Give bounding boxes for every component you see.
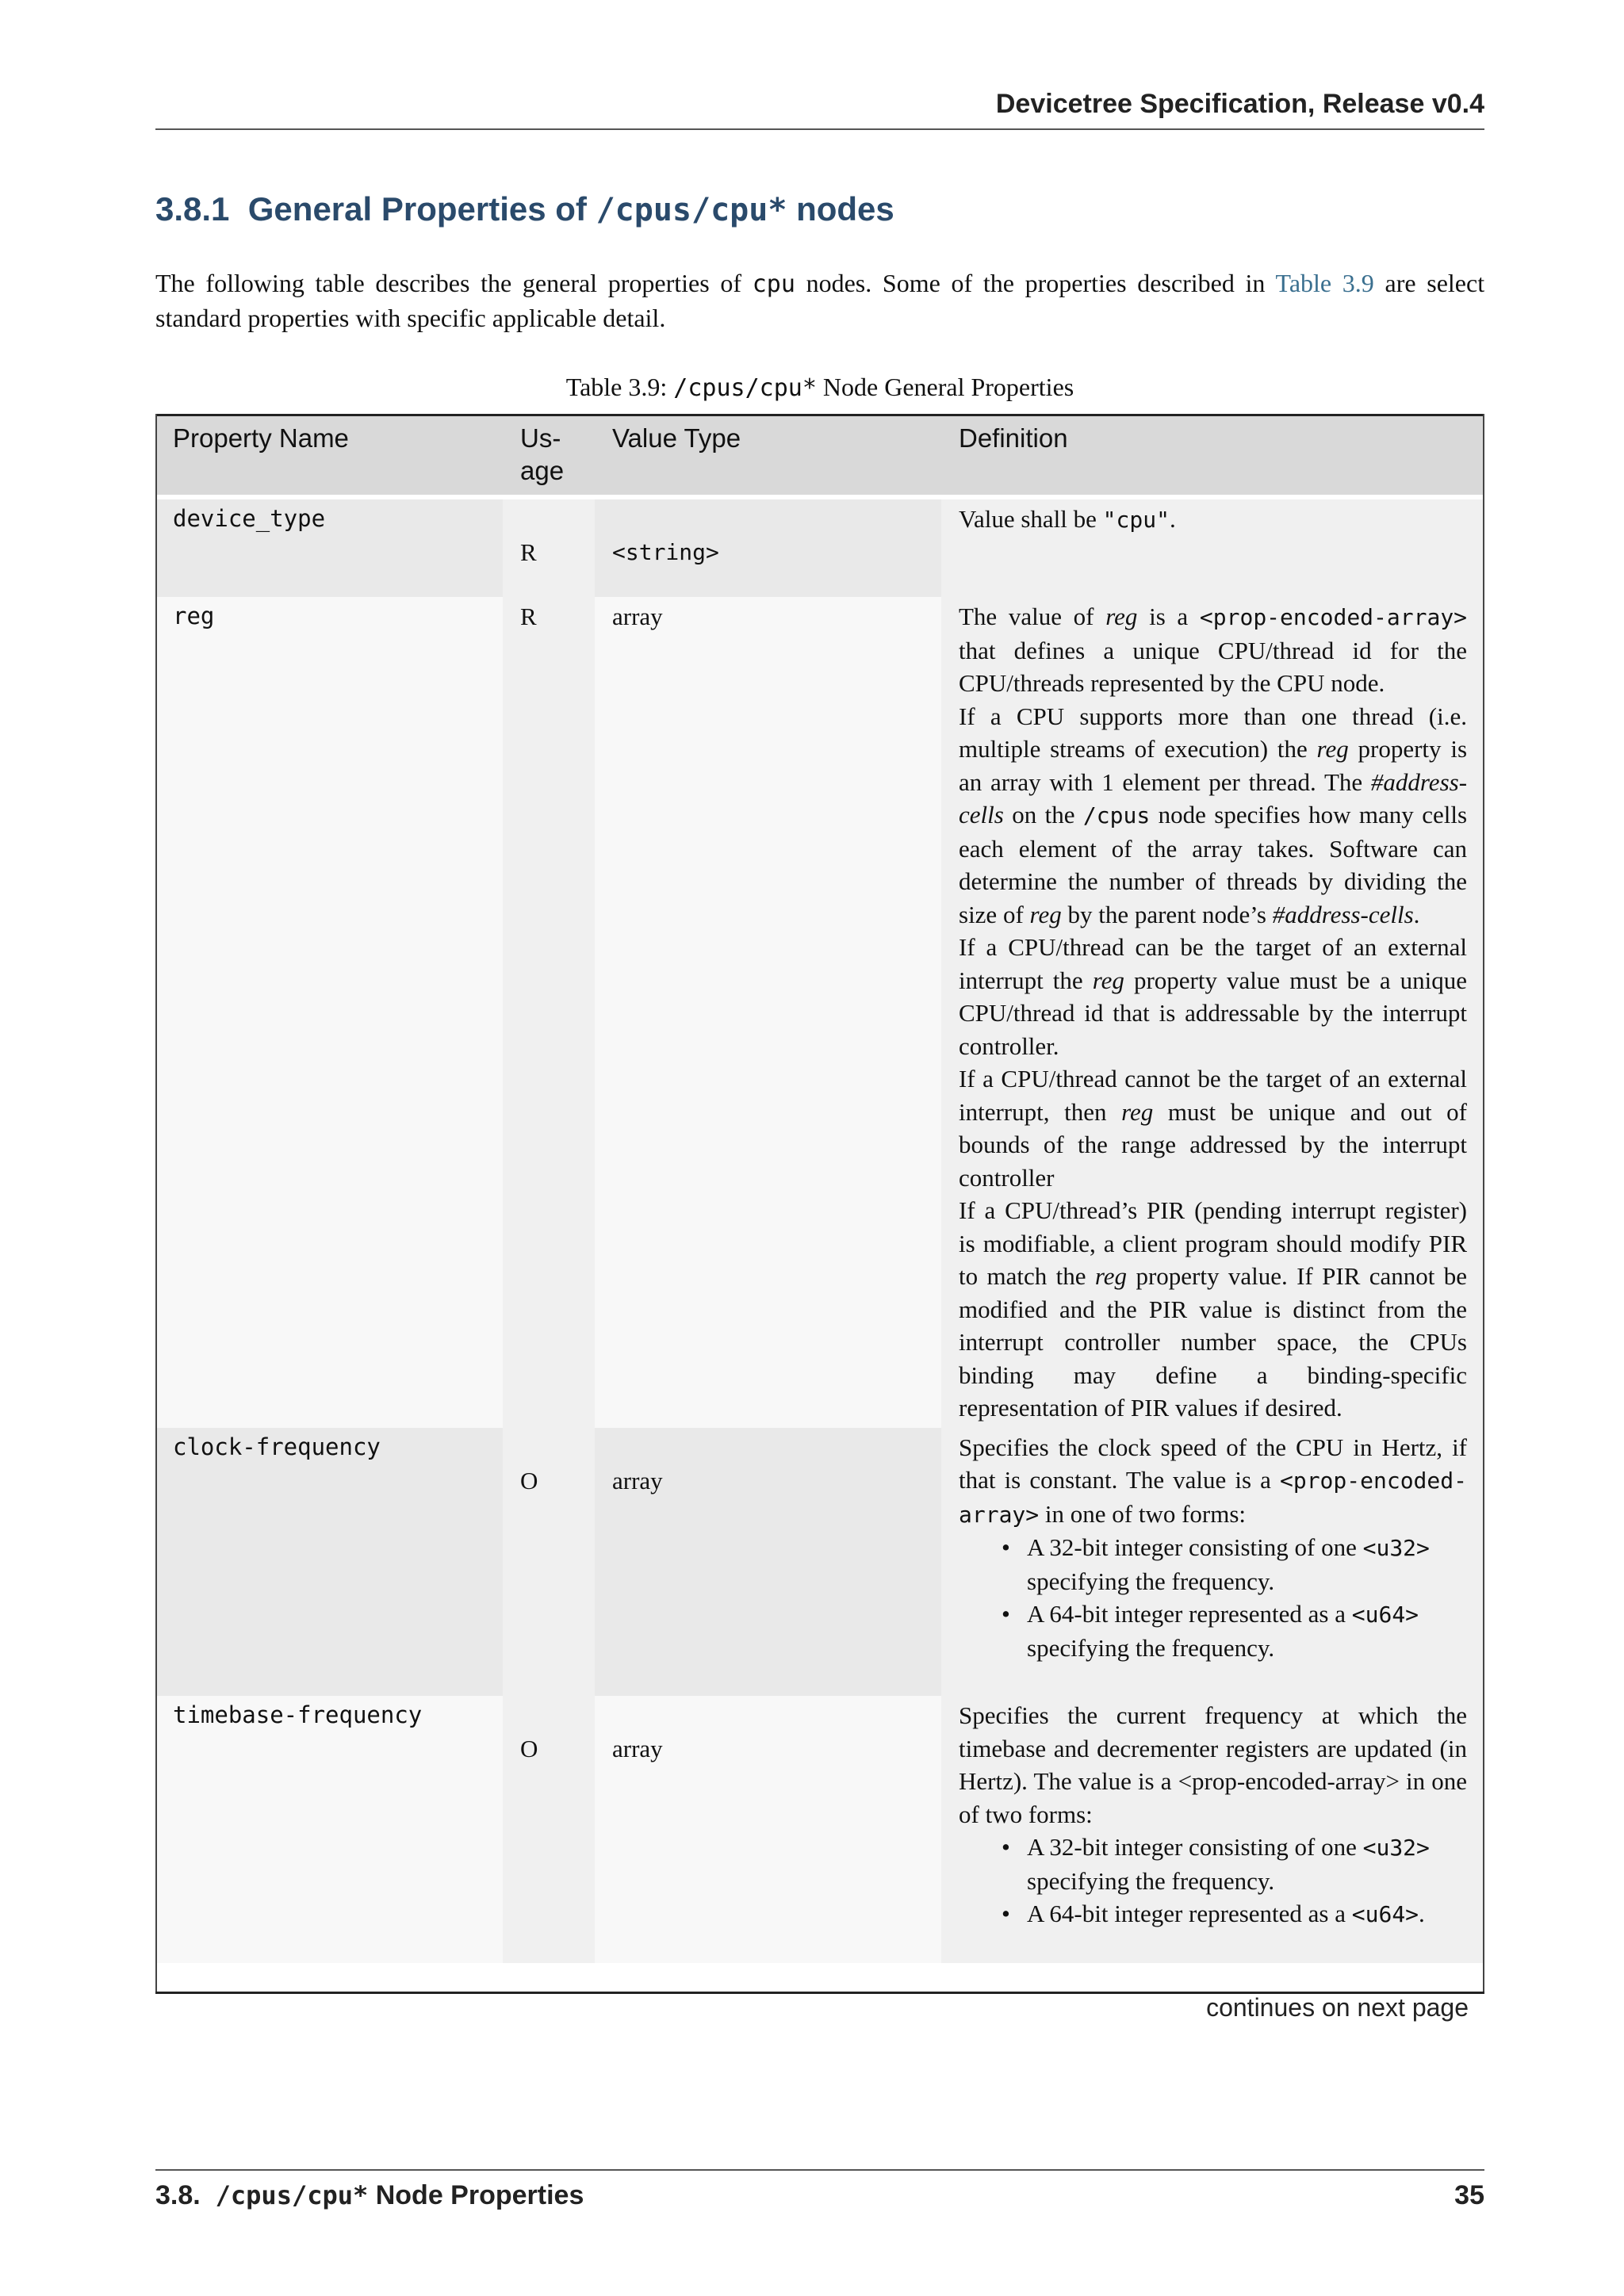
definition-paragraph: If a CPU/thread’s PIR (pending interrupt register) is modifiable, a client program should modify PIR to match the reg property value. If PIR cannot be modified and the PIR value is distinct from the interrupt controller number space, the CPUs binding may define a binding-specific representation of PIR values if desired. xyxy=(959,1196,1468,1422)
table-header-row xyxy=(155,414,1484,497)
definition xyxy=(941,597,1484,1428)
definition-bullets xyxy=(959,1531,1467,1664)
definition-paragraph: Specifies the current frequency at which the timebase and decrementer registers are updated (in Hertz). The value is a <prop-encoded-array> in one of two forms: xyxy=(959,1701,1467,1828)
bullet-item: • A 64-bit integer represented as a <u64>. xyxy=(1027,1897,1467,1931)
definition-paragraph: If a CPU/thread can be the target of an external interrupt the reg property value must be a unique CPU/thread id that is addressable by the interrupt controller. xyxy=(959,933,1467,1060)
usage: O xyxy=(503,1696,595,1963)
definition-paragraph: If a CPU supports more than one thread (i.e. multiple streams of execution) the reg property is an array with 1 element per thread. The #address-cells on the /cpus node specifies how many cells each element of the array takes. Software can determine the number of threads by dividing the size of reg by the parent node’s #address-cells. xyxy=(959,702,1468,928)
continues-note: continues on next page xyxy=(1206,1993,1469,2022)
section-title-pre: General Properties of xyxy=(247,190,587,228)
section-number: 3.8.1 xyxy=(155,190,230,228)
value-type: <string> xyxy=(595,497,941,597)
property-name: device_type xyxy=(155,497,503,597)
caption-suffix: Node General Properties xyxy=(822,373,1074,401)
footer-rule xyxy=(155,2169,1484,2171)
definition-paragraph: The value of reg is a <prop-encoded-array> that defines a unique CPU/thread id for the CPU/threads represented by the CPU node. xyxy=(959,603,1468,697)
property-name: reg xyxy=(155,597,503,1428)
section-heading xyxy=(155,190,894,228)
header-property-name: Property Name xyxy=(155,414,503,497)
caption-code: /cpus/cpu* xyxy=(673,374,817,402)
value-type: array xyxy=(595,1428,941,1697)
value-type: array xyxy=(595,597,941,1428)
bullet-item: • A 32-bit integer consisting of one <u32> specifying the frequency. xyxy=(1027,1831,1467,1897)
table-row xyxy=(155,1428,1484,1697)
usage: O xyxy=(503,1428,595,1697)
definition: Value shall be "cpu". xyxy=(941,497,1484,597)
table-caption xyxy=(155,373,1484,402)
properties-table xyxy=(155,414,1484,1963)
intro-paragraph xyxy=(155,266,1484,335)
table-link[interactable]: Table 3.9 xyxy=(1275,269,1374,297)
definition xyxy=(941,1428,1484,1697)
section-title-code: /cpus/cpu* xyxy=(596,192,787,228)
property-name: timebase-frequency xyxy=(155,1696,503,1963)
table-row xyxy=(155,1696,1484,1963)
table-top-rule xyxy=(155,414,1484,416)
caption-prefix: Table 3.9: xyxy=(565,373,668,401)
intro-code: cpu xyxy=(752,270,795,298)
table-row xyxy=(155,497,1484,597)
usage: R xyxy=(503,597,595,1428)
usage: R xyxy=(503,497,595,597)
bullet-item: • A 32-bit integer consisting of one <u32> specifying the frequency. xyxy=(1027,1531,1467,1598)
table-left-border xyxy=(155,414,157,1992)
intro-text: nodes. Some of the properties described in xyxy=(806,269,1266,297)
header-rule xyxy=(155,128,1484,130)
bullet-item: • A 64-bit integer represented as a <u64> specifying the frequency. xyxy=(1027,1598,1467,1664)
footer-section: 3.8. /cpus/cpu* Node Properties xyxy=(155,2180,584,2210)
page-number: 35 xyxy=(1454,2180,1484,2210)
running-header: Devicetree Specification, Release v0.4 xyxy=(995,89,1484,119)
definition xyxy=(941,1696,1484,1963)
definition-bullets xyxy=(959,1831,1467,1931)
definition-paragraph: If a CPU/thread cannot be the target of an external interrupt, then reg must be unique and out of bounds of the range addressed by the interrupt controller xyxy=(959,1065,1467,1192)
definition-paragraph: Specifies the clock speed of the CPU in Hertz, if that is constant. The value is a <prop-encoded-array> in one of two forms: xyxy=(959,1433,1467,1528)
intro-text: The following table describes the general properties of xyxy=(155,269,742,297)
table-right-border xyxy=(1483,414,1484,1992)
header-definition: Definition xyxy=(941,414,1484,497)
value-type: array xyxy=(595,1696,941,1963)
intro-text: are select standard properties with specific applicable detail. xyxy=(155,269,1485,332)
header-value-type: Value Type xyxy=(595,414,941,497)
section-title-post: nodes xyxy=(796,190,894,228)
table-row xyxy=(155,597,1484,1428)
property-name: clock-frequency xyxy=(155,1428,503,1697)
header-usage: Us- age xyxy=(503,414,595,497)
